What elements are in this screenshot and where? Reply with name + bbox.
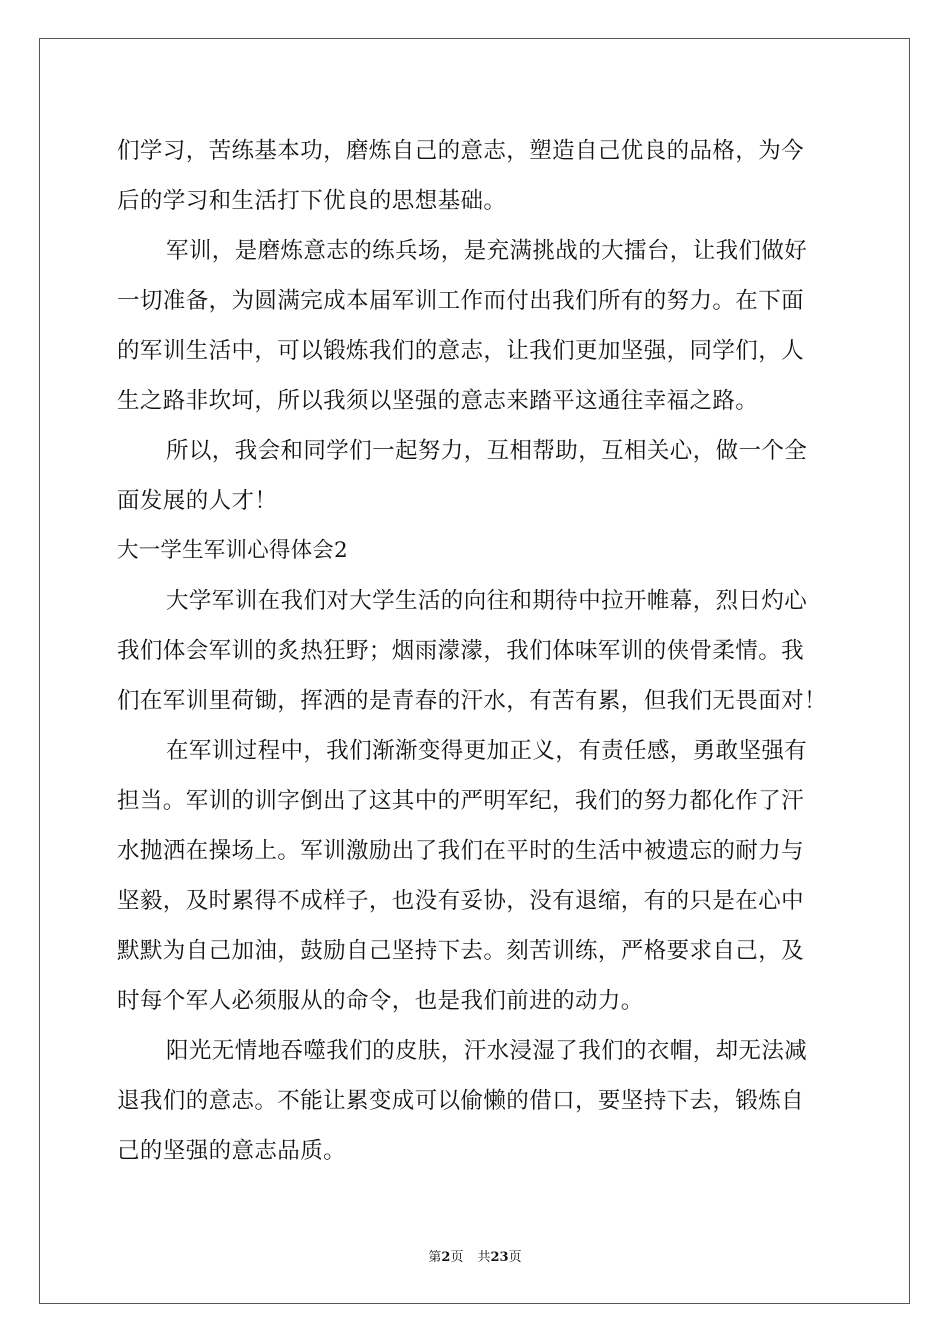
- text-line: 退我们的意志。不能让累变成可以偷懒的借口，要坚持下去，锻炼自: [117, 1088, 805, 1114]
- paragraph-start-line: 所以，我会和同学们一起努力，互相帮助，互相关心，做一个全: [166, 438, 808, 464]
- text-line: 后的学习和生活打下优良的思想基础。: [117, 188, 507, 214]
- total-pages: 23: [490, 1250, 509, 1265]
- text-line: 己的坚强的意志品质。: [117, 1138, 347, 1164]
- paragraph-start-line: 大学军训在我们对大学生活的向往和期待中拉开帷幕，烈日灼心: [166, 588, 808, 614]
- text-line: 担当。军训的训字倒出了这其中的严明军纪，我们的努力都化作了汗: [117, 788, 805, 814]
- total-suffix: 页: [508, 1250, 522, 1265]
- document-body: [117, 126, 833, 1176]
- text-line: 的军训生活中，可以锻炼我们的意志，让我们更加坚强，同学们，人: [117, 338, 805, 364]
- text-line: 们学习，苦练基本功，磨炼自己的意志，塑造自己优良的品格，为今: [117, 138, 805, 164]
- text-line: 生之路非坎坷，所以我须以坚强的意志来踏平这通往幸福之路。: [117, 388, 759, 414]
- text-line: 一切准备，为圆满完成本届军训工作而付出我们所有的努力。在下面: [117, 288, 805, 314]
- total-prefix: 共: [477, 1250, 491, 1265]
- page-prefix: 第: [428, 1250, 442, 1265]
- text-line: 我们体会军训的炙热狂野；烟雨濛濛，我们体味军训的侠骨柔情。我: [117, 638, 805, 664]
- paragraph-start-line: 阳光无情地吞噬我们的皮肤，汗水浸湿了我们的衣帽，却无法减: [166, 1038, 808, 1064]
- text-line: 面发展的人才！: [117, 488, 278, 514]
- page-number: 2: [441, 1250, 451, 1265]
- text-line: 们在军训里荷锄，挥洒的是青春的汗水，有苦有累，但我们无畏面对！: [117, 688, 827, 714]
- text-line: 时每个军人必须服从的命令，也是我们前进的动力。: [117, 988, 644, 1014]
- text-line: 默默为自己加油，鼓励自己坚持下去。刻苦训练，严格要求自己，及: [117, 938, 805, 964]
- paragraph-start-line: 在军训过程中，我们渐渐变得更加正义，有责任感，勇敢坚强有: [166, 738, 808, 764]
- page-suffix: 页: [450, 1250, 464, 1265]
- text-line: 坚毅，及时累得不成样子，也没有妥协，没有退缩，有的只是在心中: [117, 888, 805, 914]
- text-line: 水抛洒在操场上。军训激励出了我们在平时的生活中被遗忘的耐力与: [117, 838, 805, 864]
- section-heading: 大一学生军训心得体会2: [117, 538, 348, 563]
- paragraph-start-line: 军训，是磨炼意志的练兵场，是充满挑战的大擂台，让我们做好: [166, 238, 808, 264]
- page-footer: [0, 1246, 950, 1265]
